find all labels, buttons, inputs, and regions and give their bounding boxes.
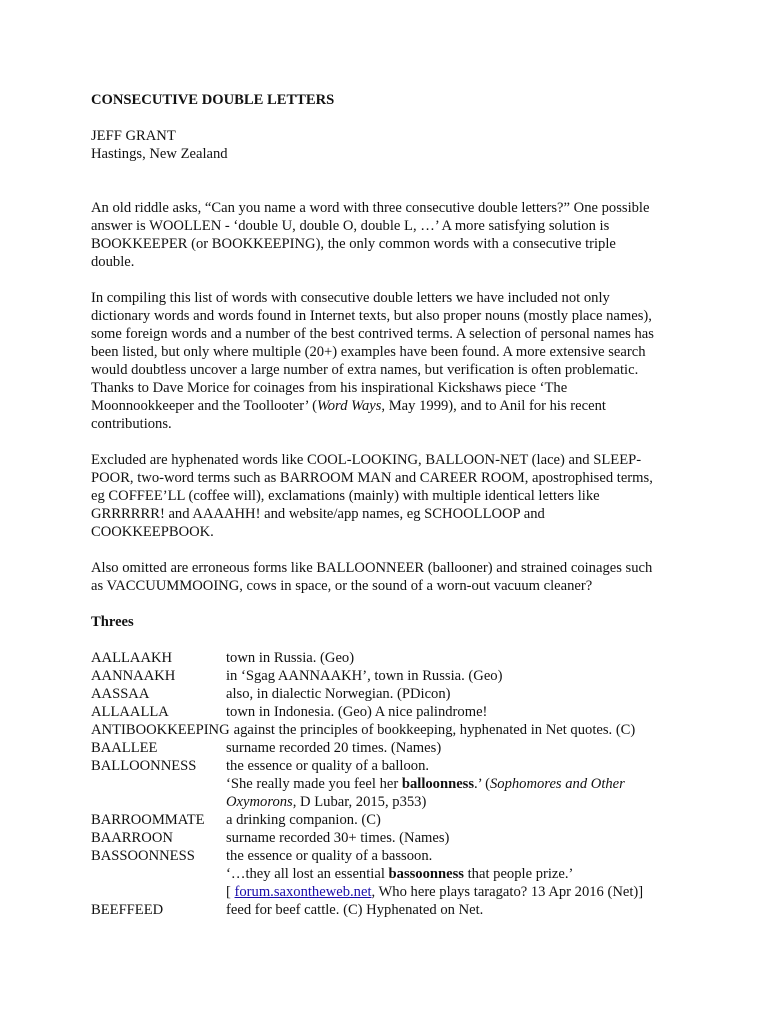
entry-definition: the essence or quality of a balloon. bbox=[226, 758, 430, 774]
paragraph-line: Excluded are hyphenated words like COOL-LOOKING, BALLOON-NET (lace) and SLEEP- bbox=[91, 452, 642, 468]
paragraph-line: Also omitted are erroneous forms like BALLOONNEER (ballooner) and strained coinages such bbox=[91, 560, 653, 576]
quote-keyword: balloonness bbox=[401, 776, 475, 792]
entry-word: AASSAA bbox=[91, 686, 150, 702]
magazine-title: Word Ways bbox=[316, 398, 382, 414]
document-title: CONSECUTIVE DOUBLE LETTERS bbox=[91, 92, 335, 108]
entry-definition: also, in dialectic Norwegian. (PDicon) bbox=[226, 686, 451, 702]
entry-quote bbox=[91, 865, 681, 883]
paragraph-line: Thanks to Dave Morice for coinages from his inspirational Kickshaws piece ‘The bbox=[91, 380, 568, 396]
entry-reference bbox=[91, 883, 681, 901]
quote-source: Sophomores and Other bbox=[489, 776, 625, 792]
paragraph-line bbox=[91, 397, 681, 415]
section-heading: Threes bbox=[91, 614, 134, 630]
entry-definition: town in Russia. (Geo) bbox=[226, 650, 355, 666]
word-entry bbox=[91, 649, 681, 667]
entry-definition: in ‘Sgag AANNAAKH’, town in Russia. (Geo) bbox=[226, 668, 503, 684]
paragraph-line: COOKKEEPBOOK. bbox=[91, 524, 214, 540]
exclusions-paragraph bbox=[91, 451, 681, 541]
omissions-paragraph bbox=[91, 559, 681, 595]
word-entry bbox=[91, 721, 681, 739]
entry-definition: surname recorded 30+ times. (Names) bbox=[226, 830, 450, 846]
word-entry bbox=[91, 829, 681, 847]
entry-word: BAALLEE bbox=[91, 740, 158, 756]
entry-definition: a drinking companion. (C) bbox=[226, 812, 381, 828]
paragraph-line: In compiling this list of words with consecutive double letters we have included not only bbox=[91, 290, 610, 306]
quote-text: that people prize.’ bbox=[463, 866, 574, 882]
entry-definition: the essence or quality of a bassoon. bbox=[226, 848, 433, 864]
entry-word: BEEFFEED bbox=[91, 902, 164, 918]
paragraph-line: contributions. bbox=[91, 416, 172, 432]
entry-word: ALLAALLA bbox=[91, 704, 169, 720]
forum-link[interactable]: forum.saxontheweb.net bbox=[234, 884, 372, 900]
document-page bbox=[91, 91, 681, 919]
entry-word: ANTIBOOKKEEPING bbox=[91, 722, 230, 738]
entry-word: BAARROON bbox=[91, 830, 173, 846]
paragraph-line: An old riddle asks, “Can you name a word with three consecutive double letters?” One possible bbox=[91, 200, 650, 216]
paragraph-line: some foreign words and a number of the best contrived terms. A selection of personal names has bbox=[91, 326, 654, 342]
entry-definition: surname recorded 20 times. (Names) bbox=[226, 740, 442, 756]
entry-quote-source bbox=[91, 793, 681, 811]
word-entry bbox=[91, 703, 681, 721]
quote-text: ‘…they all lost an essential bbox=[226, 866, 389, 882]
entry-definition: feed for beef cattle. (C) Hyphenated on Net. bbox=[226, 902, 484, 918]
author-location: Hastings, New Zealand bbox=[91, 146, 228, 162]
quote-text: , D Lubar, 2015, p353) bbox=[292, 794, 427, 810]
quote-source: Oxymorons bbox=[226, 794, 293, 810]
quote-text: .’ ( bbox=[474, 776, 490, 792]
word-entry bbox=[91, 739, 681, 757]
entry-word: AALLAAKH bbox=[91, 650, 173, 666]
paragraph-line: BOOKKEEPER (or BOOKKEEPING), the only common words with a consecutive triple bbox=[91, 236, 616, 252]
quote-keyword: bassoonness bbox=[388, 866, 464, 882]
paragraph-line: eg COFFEE’LL (coffee will), exclamations (mainly) with multiple identical letters like bbox=[91, 488, 600, 504]
paragraph-line: answer is WOOLLEN - ‘double U, double O, double L, …’ A more satisfying solution is bbox=[91, 218, 610, 234]
method-paragraph bbox=[91, 289, 681, 433]
paragraph-line: double. bbox=[91, 254, 135, 270]
paragraph-line: GRRRRRR! and AAAAHH! and website/app names, eg SCHOOLLOOP and bbox=[91, 506, 545, 522]
word-entry bbox=[91, 901, 681, 919]
paragraph-line: as VACCUUMMOOING, cows in space, or the sound of a worn-out vacuum cleaner? bbox=[91, 578, 593, 594]
paragraph-line: dictionary words and words found in Internet texts, but also proper nouns (mostly place names), bbox=[91, 308, 652, 324]
entry-word: AANNAAKH bbox=[91, 668, 176, 684]
author-name: JEFF GRANT bbox=[91, 128, 176, 144]
paragraph-text: , May 1999), and to Anil for his recent bbox=[381, 398, 606, 414]
word-entry bbox=[91, 667, 681, 685]
word-entry bbox=[91, 811, 681, 829]
entry-definition: town in Indonesia. (Geo) A nice palindrome! bbox=[226, 704, 488, 720]
word-entry bbox=[91, 685, 681, 703]
reference-text: [ bbox=[226, 884, 235, 900]
word-entry bbox=[91, 757, 681, 775]
entry-word: BARROOMMATE bbox=[91, 812, 205, 828]
paragraph-text: Moonnookkeeper and the Toollooter’ ( bbox=[91, 398, 317, 414]
paragraph-line: would doubtless uncover a large number of extra names, but verification is often problematic. bbox=[91, 362, 639, 378]
entry-word: BASSOONNESS bbox=[91, 848, 195, 864]
entry-definition: against the principles of bookkeeping, hyphenated in Net quotes. (C) bbox=[233, 722, 636, 738]
paragraph-line: been listed, but only where multiple (20+) examples have been found. A more extensive search bbox=[91, 344, 646, 360]
paragraph-line: POOR, two-word terms such as BARROOM MAN and CAREER ROOM, apostrophised terms, bbox=[91, 470, 653, 486]
entry-quote bbox=[91, 775, 681, 793]
quote-text: ‘She really made you feel her bbox=[226, 776, 402, 792]
intro-paragraph bbox=[91, 199, 681, 271]
entry-word: BALLOONNESS bbox=[91, 758, 197, 774]
reference-text: , Who here plays taragato? 13 Apr 2016 (Net)] bbox=[371, 884, 644, 900]
word-entry bbox=[91, 847, 681, 865]
